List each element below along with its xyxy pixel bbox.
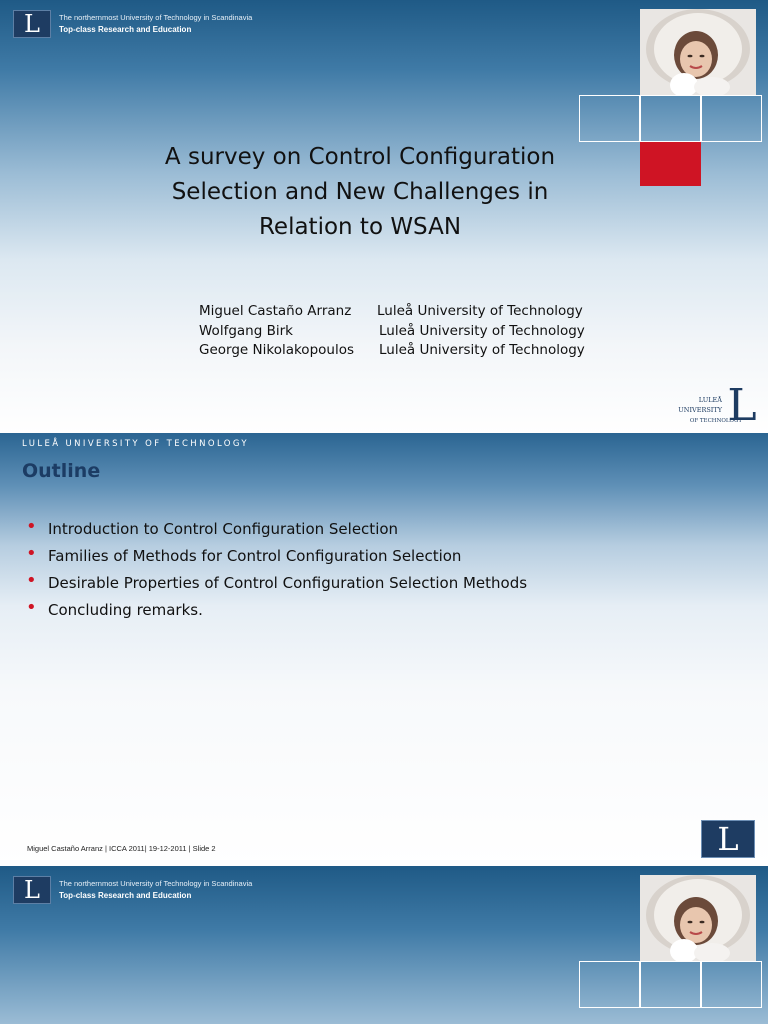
- list-item: [26, 516, 527, 546]
- title-slide: [0, 0, 768, 433]
- decor-box: [579, 961, 640, 1008]
- author-affiliation: Luleå University of Technology: [379, 322, 585, 339]
- author-row: [199, 302, 585, 322]
- outline-list: [26, 516, 528, 627]
- author-row: [199, 322, 585, 342]
- decor-box: [579, 95, 640, 142]
- author-name: George Nikolakopoulos: [199, 342, 354, 358]
- list-item: [26, 570, 528, 600]
- decor-box: [701, 95, 762, 142]
- title-line: A survey on Control Configuration: [164, 144, 556, 170]
- tagline-line2: Top-class Research and Education: [59, 891, 192, 900]
- list-item: [26, 543, 527, 573]
- tagline-line1: The northernmost University of Technology in Scandinavia: [59, 879, 253, 888]
- logo-text-line: LULEÅ: [698, 396, 722, 404]
- logo-letter: L: [727, 380, 757, 425]
- university-logo: [646, 380, 758, 425]
- presentation-title: [100, 140, 620, 245]
- decor-box: [701, 961, 762, 1008]
- author-affiliation: Luleå University of Technology: [379, 342, 585, 358]
- title-slide-partial: [0, 866, 768, 1024]
- ltu-logo-square: L: [13, 876, 51, 904]
- author-name: Wolfgang Birk: [199, 322, 293, 339]
- woman-photo-image: [640, 9, 756, 95]
- title-line: Selection and New Challenges in: [171, 179, 549, 205]
- ltu-logo-square: L: [701, 820, 755, 858]
- woman-photo-image: [640, 875, 756, 961]
- ltu-logo-square: L: [13, 10, 51, 38]
- bullet-icon: •: [26, 543, 37, 564]
- author-row: [199, 341, 585, 361]
- list-item-text: Introduction to Control Configuration Selection: [48, 520, 399, 538]
- bullet-icon: •: [26, 597, 37, 618]
- logo-text-line: OF TECHNOLOGY: [689, 418, 742, 424]
- author-list: [199, 302, 585, 361]
- list-item: [26, 597, 527, 627]
- tagline-line1: The northernmost University of Technology in Scandinavia: [59, 13, 253, 22]
- title-line: Relation to WSAN: [258, 214, 462, 240]
- bullet-icon: •: [26, 570, 37, 591]
- list-item-text: Desirable Properties of Control Configuration Selection Methods: [48, 574, 528, 592]
- slide-footer: Miguel Castaño Arranz | ICCA 2011| 19-12-2011 | Slide 2: [27, 844, 216, 853]
- author-affiliation: Luleå University of Technology: [377, 303, 583, 319]
- university-strip: LULEÅ UNIVERSITY OF TECHNOLOGY: [22, 439, 250, 449]
- list-item-text: Concluding remarks.: [48, 601, 203, 619]
- decor-box: [640, 961, 701, 1008]
- author-name: Miguel Castaño Arranz: [199, 303, 352, 319]
- tagline-line2: Top-class Research and Education: [59, 25, 192, 34]
- decor-box: [640, 95, 701, 142]
- bullet-icon: •: [26, 516, 37, 537]
- outline-slide: [0, 433, 768, 866]
- list-item-text: Families of Methods for Control Configuration Selection: [48, 547, 462, 565]
- decor-red-box: [640, 142, 701, 186]
- slide-heading: Outline: [22, 460, 101, 482]
- logo-text-line: UNIVERSITY: [678, 406, 722, 414]
